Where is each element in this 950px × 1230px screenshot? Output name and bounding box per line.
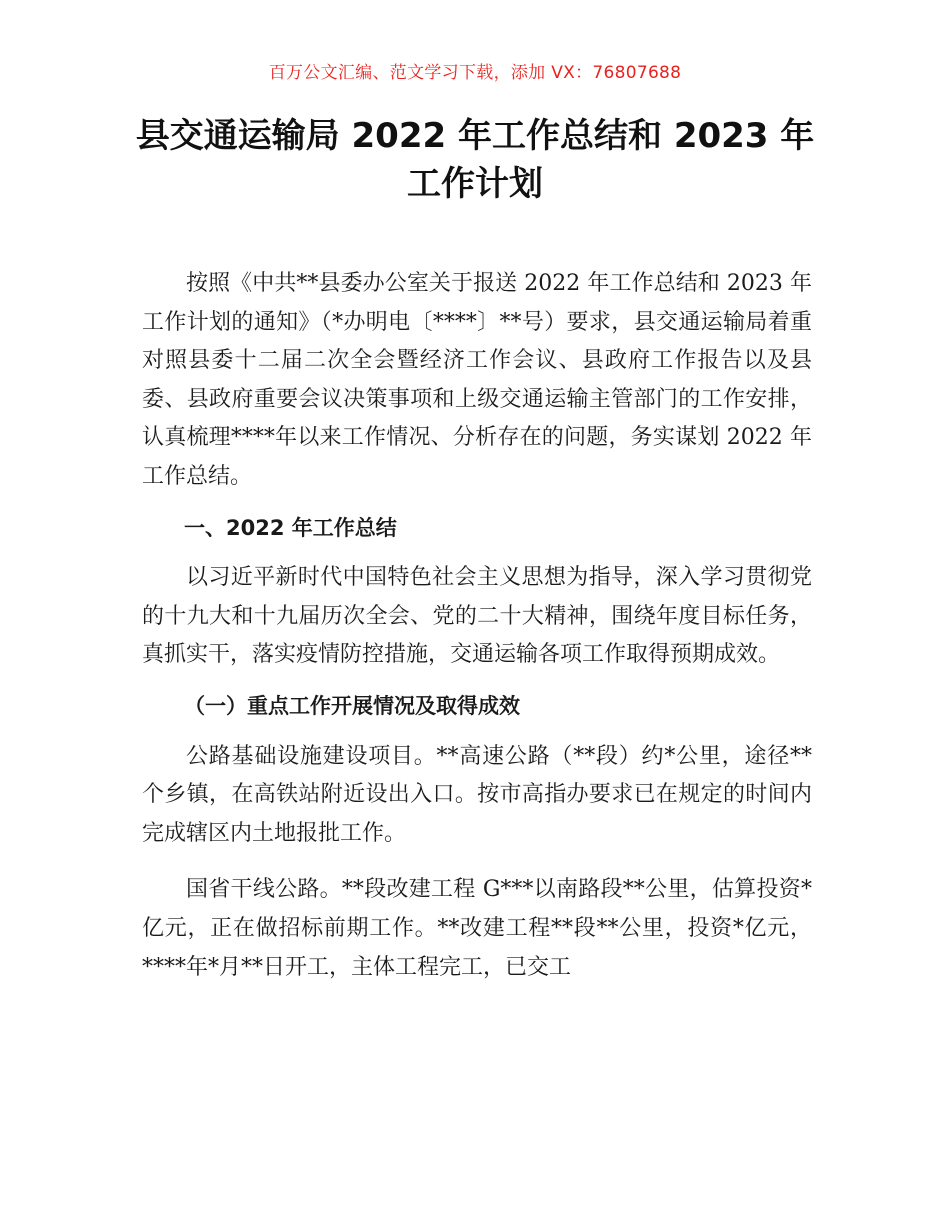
section-heading-2: （一）重点工作开展情况及取得成效 xyxy=(184,693,520,718)
national-road-paragraph: 国省干线公路。**段改建工程 G***以南路段**公里，估算投资*亿元，正在做招标前期工作。**改建工程**段**公里，投资*亿元，****年*月**日开工，主体工程完工，已交工 xyxy=(142,877,812,980)
highway-paragraph: 公路基础设施建设项目。**高速公路（**段）约*公里，途径**个乡镇，在高铁站附近设出入口。按市高指办要求已在规定的时间内完成辖区内土地报批工作。 xyxy=(142,743,812,846)
summary-paragraph: 以习近平新时代中国特色社会主义思想为指导，深入学习贯彻党的十九大和十九届历次全会、党的二十大精神，围绕年度目标任务，真抓实干，落实疫情防控措施，交通运输各项工作取得预期成效。 xyxy=(142,565,812,668)
section-heading-1: 一、2022 年工作总结 xyxy=(184,515,397,540)
watermark-banner: 百万公文汇编、范文学习下载，添加 VX：76807688 xyxy=(268,63,682,83)
intro-paragraph: 按照《中共**县委办公室关于报送 2022 年工作总结和 2023 年工作计划的通知》（*办明电〔****〕**号）要求，县交通运输局着重对照县委十二届二次全会暨经济工作会议、县政府工作报告以及县委、县政府重要会议决策事项和上级交通运输主管部门的工作安排，认真梳理****年以来工作情况、分析存在的问题，务实谋划 2022 年工作总结。 xyxy=(142,271,812,489)
title-line-2: 工作计划 xyxy=(407,164,543,204)
document-body xyxy=(142,265,812,987)
title-line-1: 县交通运输局 2022 年工作总结和 2023 年 xyxy=(135,116,815,156)
document-title xyxy=(100,112,850,208)
